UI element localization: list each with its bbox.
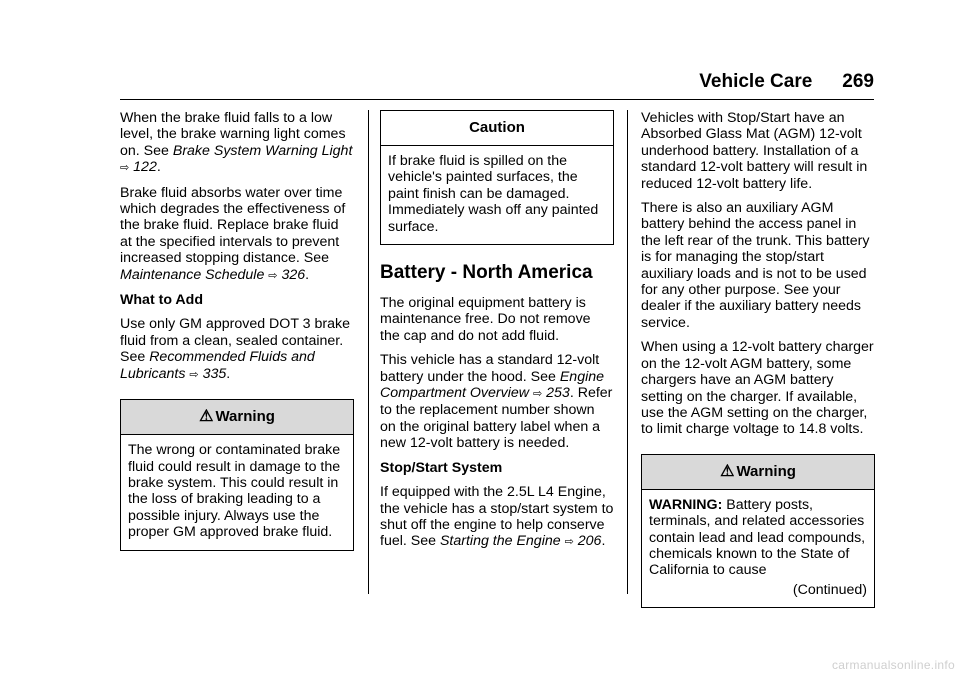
page-arrow-icon: ⇨ xyxy=(268,269,278,282)
page-reference: 253 xyxy=(546,385,570,402)
column-1 xyxy=(120,110,354,561)
warning-title: Warning xyxy=(215,408,275,426)
warning-body xyxy=(642,490,874,607)
page-reference: 326 xyxy=(281,266,306,283)
warning-label: WARNING: xyxy=(649,496,723,513)
column-3 xyxy=(641,110,875,618)
warning-box xyxy=(641,454,875,608)
paragraph: Use only GM approved DOT 3 brake fluid from a clean, sealed container. See Recommended Fluids and Lubricants ⇨ 335. xyxy=(120,316,350,382)
warning-box xyxy=(120,399,354,550)
section-heading: Battery - North America xyxy=(380,262,593,284)
warning-triangle-icon: ⚠ xyxy=(720,462,735,480)
paragraph: The original equipment battery is maintenance free. Do not remove the cap and do not add fluid. xyxy=(380,295,591,344)
warning-text: WARNING: Battery posts, terminals, and related accessories contain lead and lead compounds, chemicals known to the State of California to cause xyxy=(649,496,866,579)
header-rule xyxy=(120,99,874,100)
warning-title: Warning xyxy=(736,462,796,480)
page-reference: 122 xyxy=(133,159,157,176)
page-reference: 206 xyxy=(577,533,602,550)
page-reference: 335 xyxy=(202,365,227,382)
watermark: carmanualsonline.info xyxy=(831,658,955,672)
page-arrow-icon: ⇨ xyxy=(532,388,543,401)
warning-header xyxy=(121,400,353,435)
warning-body xyxy=(121,435,353,549)
warning-triangle-icon: ⚠ xyxy=(199,408,214,426)
cross-reference-link[interactable]: Engine Compartment Overview xyxy=(380,368,605,402)
page-arrow-icon: ⇨ xyxy=(189,368,199,381)
paragraph: When the brake fluid falls to a low level, the brake warning light comes on. See Brake System Warning Light ⇨ 122. xyxy=(120,110,353,176)
paragraph: This vehicle has a standard 12-volt battery under the hood. See Engine Compartment Overview ⇨ 253. Refer to the replacement number shown on the original battery label when a new 12-volt battery is needed. xyxy=(380,352,613,452)
paragraph: Vehicles with Stop/Start have an Absorbed Glass Mat (AGM) 12-volt underhood battery. Installation of a standard 12-volt battery will result in reduced 12-volt battery life. xyxy=(641,110,868,192)
paragraph: When using a 12-volt battery charger on the 12-volt AGM battery, some chargers have an AGM battery setting on the charger. If available, use the AGM setting on the charger, to limit charge voltage to 14.8 volts. xyxy=(641,339,874,438)
section-title: Vehicle Care xyxy=(699,71,813,92)
cross-reference-link[interactable]: Brake System Warning Light xyxy=(172,142,353,159)
page-number: 269 xyxy=(842,71,874,92)
column-divider-2 xyxy=(627,110,628,594)
subheading: Stop/Start System xyxy=(380,459,503,476)
page-arrow-icon: ⇨ xyxy=(120,162,130,175)
cross-reference-link[interactable]: Maintenance Schedule xyxy=(120,266,265,283)
column-2 xyxy=(380,110,614,559)
paragraph: There is also an auxiliary AGM battery behind the access panel in the left rear of the trunk. This battery is for managing the stop/start auxiliary loads and is not to be used for any other purpose. See your dealer if the auxiliary battery needs service. xyxy=(641,200,870,331)
cross-reference-link[interactable]: Starting the Engine xyxy=(439,533,561,550)
page-header xyxy=(120,71,874,93)
caution-body xyxy=(381,146,613,244)
warning-header xyxy=(642,455,874,490)
continued-label: (Continued) xyxy=(792,581,867,598)
page-arrow-icon: ⇨ xyxy=(564,536,574,549)
subheading: What to Add xyxy=(120,292,203,309)
caution-box xyxy=(380,110,614,245)
column-divider-1 xyxy=(368,110,369,594)
paragraph: Brake fluid absorbs water over time which degrades the effectiveness of the brake fluid. Replace brake fluid at the specified intervals to prevent increased stopping distance. See Maintenance Schedule ⇨ 326. xyxy=(120,184,346,283)
warning-text: The wrong or contaminated brake fluid could result in damage to the brake system. This could result in the loss of braking leading to a possible injury. Always use the proper GM approved brake fluid. xyxy=(128,442,341,541)
paragraph: If equipped with the 2.5L L4 Engine, the vehicle has a stop/start system to shut off the engine to help conserve fuel. See Starting the Engine ⇨ 206. xyxy=(380,484,614,550)
caution-header: Caution xyxy=(381,111,613,146)
cross-reference-link[interactable]: Recommended Fluids and Lubricants xyxy=(120,349,315,382)
caution-text: If brake fluid is spilled on the vehicle's painted surfaces, the paint finish can be damaged. Immediately wash off any painted surface. xyxy=(388,153,599,235)
